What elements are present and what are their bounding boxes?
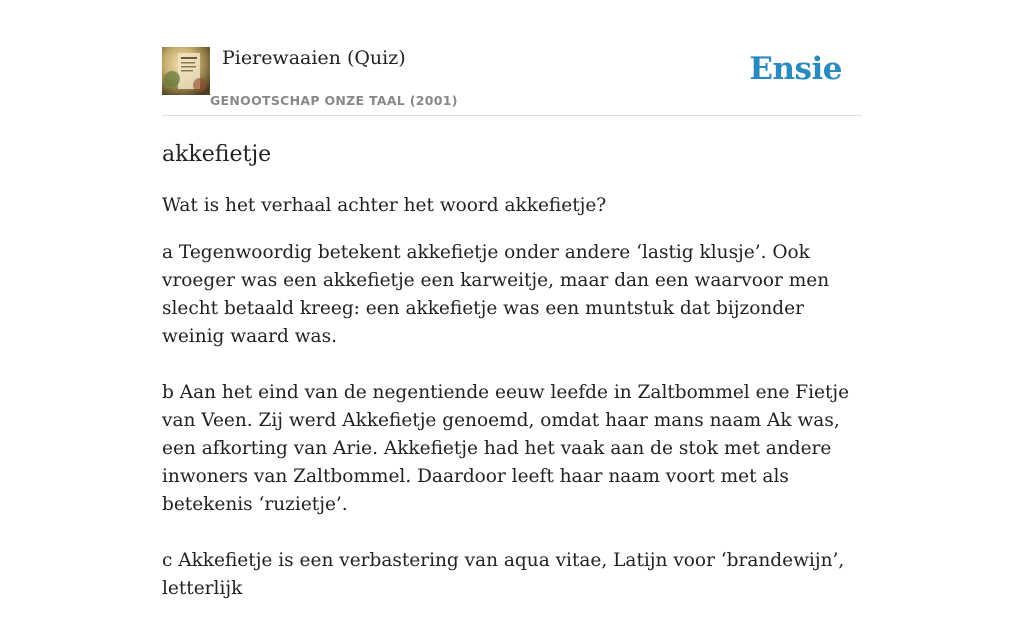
book-cover-icon <box>162 47 210 95</box>
entry-title: akkefietje <box>162 142 272 167</box>
page-container <box>162 0 862 599</box>
book-cover-avatar[interactable] <box>162 47 210 95</box>
book-title[interactable]: Pierewaaien (Quiz) <box>222 47 406 69</box>
answer-b: b Aan het eind van de negentiende eeuw leefde in Zaltbommel ene Fietje van Veen. Zij werd Akkefietje genoemd, omdat haar mans naam Ak was, een afkorting van Arie. Akkefietje had het vaak aan de stok met andere inwoners van Zaltbommel. Daardoor leeft haar naam voort met als betekenis ‘ruzietje’. <box>162 382 850 515</box>
page-header <box>162 0 862 116</box>
ensie-logo[interactable]: Ensie <box>749 51 842 87</box>
answer-c: c Akkefietje is een verbastering van aqua vitae, Latijn voor ‘brandewijn’, letterlijk <box>162 550 845 599</box>
answer-a: a Tegenwoordig betekent akkefietje onder andere ‘lastig klusje’. Ook vroeger was een akkefietje een karweitje, maar dan een waarvoor men slecht betaald kreeg: een akkefietje was een muntstuk dat bijzonder weinig waard was. <box>162 242 830 347</box>
entry-question: Wat is het verhaal achter het woord akkefietje? <box>162 195 607 216</box>
book-source[interactable]: GENOOTSCHAP ONZE TAAL (2001) <box>210 93 458 108</box>
entry-body <box>162 192 862 622</box>
